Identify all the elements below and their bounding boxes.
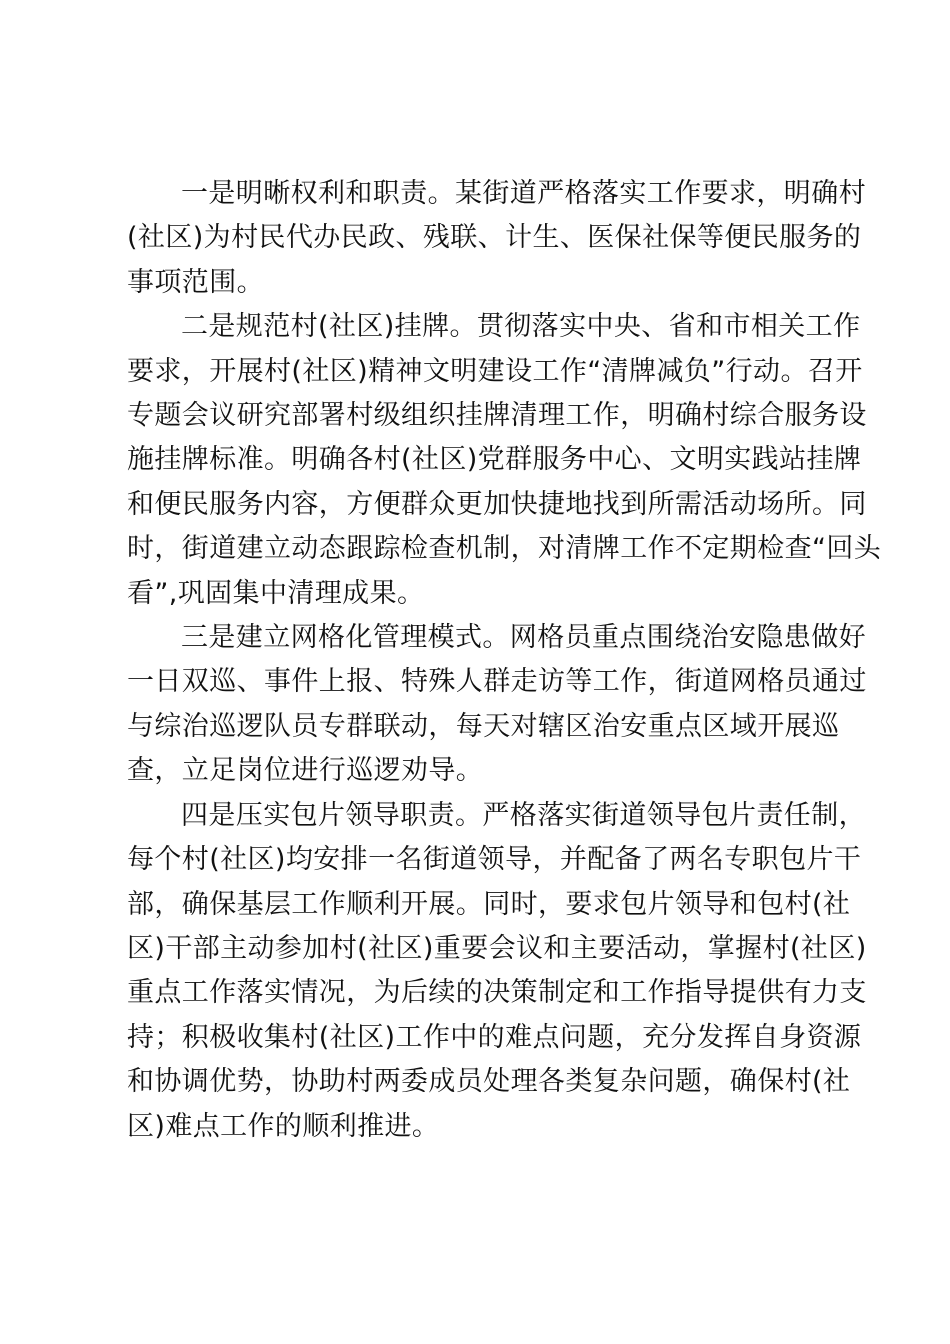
paragraph-line: 时，街道建立动态跟踪检查机制，对清牌工作不定期检查“回头 [127,533,882,565]
paragraph-line: 和协调优势，协助村两委成员处理各类复杂问题，确保村(社 [127,1066,851,1098]
paragraph-line: 专题会议研究部署村级组织挂牌清理工作，明确村综合服务设 [127,400,867,432]
paragraph-3 [127,616,867,794]
paragraph-line: 施挂牌标准。明确各村(社区)党群服务中心、文明实践站挂牌 [127,444,862,476]
paragraph-line: 查，立足岗位进行巡逻劝导。 [127,755,484,787]
paragraph-4 [127,794,867,1149]
paragraph-line: 要求，开展村(社区)精神文明建设工作“清牌减负”行动。召开 [127,355,863,387]
paragraph-line: 看”,巩固集中清理成果。 [127,577,425,609]
paragraph-line: 持；积极收集村(社区)工作中的难点问题，充分发挥自身资源 [127,1021,862,1053]
paragraph-line: 一是明晰权利和职责。某街道严格落实工作要求，明确村 [181,178,866,209]
paragraph-line: 与综治巡逻队员专群联动，每天对辖区治安重点区域开展巡 [127,710,840,742]
paragraph-line: 二是规范村(社区)挂牌。贯彻落实中央、省和市相关工作 [181,311,861,343]
paragraph-line: 每个村(社区)均安排一名街道领导，并配备了两名专职包片干 [127,844,862,876]
paragraph-line: 区)干部主动参加村(社区)重要会议和主要活动，掌握村(社区) [127,932,867,964]
paragraph-1 [127,172,866,305]
paragraph-line: 区)难点工作的顺利推进。 [127,1110,440,1142]
paragraph-line: 三是建立网格化管理模式。网格员重点围绕治安隐患做好 [181,622,866,654]
paragraph-line: 和便民服务内容，方便群众更加快捷地找到所需活动场所。同 [127,488,867,520]
paragraph-line: 四是压实包片领导职责。严格落实街道领导包片责任制， [181,799,866,831]
paragraph-line: 部，确保基层工作顺利开展。同时，要求包片领导和包村(社 [127,888,851,920]
paragraph-line: 事项范围。 [127,266,264,298]
paragraph-line: 重点工作落实情况，为后续的决策制定和工作指导提供有力支 [127,977,867,1009]
document-body [127,172,882,1149]
paragraph-line: (社区)为村民代办民政、残联、计生、医保社保等便民服务的 [127,222,862,254]
paragraph-line: 一日双巡、事件上报、特殊人群走访等工作，街道网格员通过 [127,666,867,698]
paragraph-2 [127,305,882,616]
